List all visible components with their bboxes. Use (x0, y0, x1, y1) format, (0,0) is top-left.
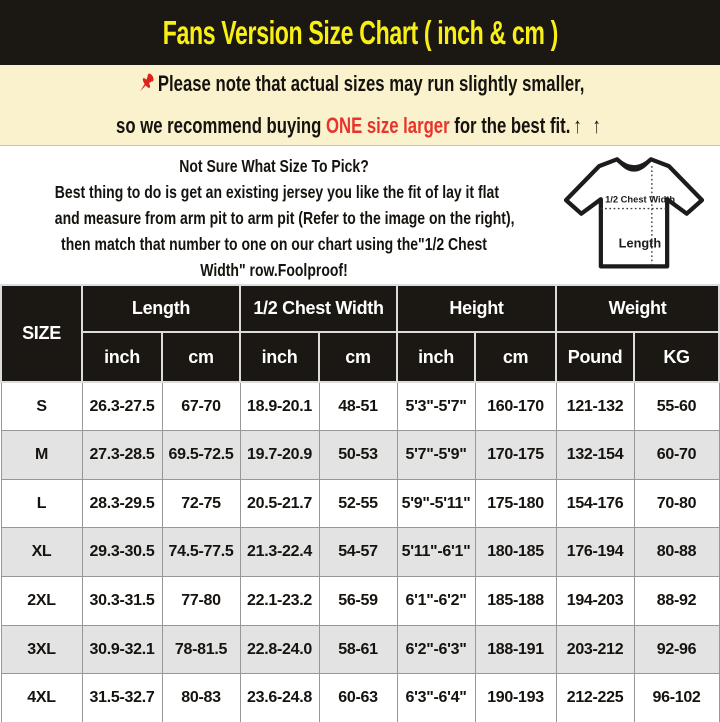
data-cell: 30.9-32.1 (82, 625, 162, 674)
data-cell: 69.5-72.5 (162, 431, 240, 480)
unit-height-inch: inch (397, 332, 475, 382)
pushpin-icon (136, 70, 157, 108)
notice-text-2b: for the best fit. (449, 113, 571, 138)
data-cell: 80-83 (162, 674, 240, 722)
data-cell: 160-170 (475, 382, 556, 431)
size-cell: S (1, 382, 82, 431)
instructions-section (0, 146, 720, 284)
data-cell: 30.3-31.5 (82, 577, 162, 626)
data-cell: 21.3-22.4 (240, 528, 319, 577)
header-chest-width: 1/2 Chest Width (240, 285, 397, 332)
size-cell: 2XL (1, 577, 82, 626)
size-cell: L (1, 479, 82, 528)
size-cell: 4XL (1, 674, 82, 722)
data-cell: 56-59 (319, 577, 397, 626)
unit-weight-pound: Pound (556, 332, 634, 382)
data-cell: 48-51 (319, 382, 397, 431)
data-cell: 60-70 (634, 431, 719, 480)
notice-line-2 (116, 108, 604, 144)
unit-chest-inch: inch (240, 332, 319, 382)
data-cell: 72-75 (162, 479, 240, 528)
unit-chest-cm: cm (319, 332, 397, 382)
instruction-line-2: and measure from arm pit to arm pit (Refer to the image on the right), (54, 208, 515, 228)
table-row-s (1, 382, 719, 431)
data-cell: 52-55 (319, 479, 397, 528)
chest-width-label: 1/2 Chest Width (605, 194, 676, 205)
size-cell: XL (1, 528, 82, 577)
data-cell: 188-191 (475, 625, 556, 674)
data-cell: 5'11"-6'1" (397, 528, 475, 577)
data-cell: 212-225 (556, 674, 634, 722)
data-cell: 154-176 (556, 479, 634, 528)
data-cell: 55-60 (634, 382, 719, 431)
data-cell: 6'3"-6'4" (397, 674, 475, 722)
data-cell: 78-81.5 (162, 625, 240, 674)
notice-section (0, 65, 720, 146)
data-cell: 26.3-27.5 (82, 382, 162, 431)
table-row-3xl (1, 625, 719, 674)
unit-length-inch: inch (82, 332, 162, 382)
up-arrows-icon: ↑ ↑ (573, 113, 604, 138)
header-length: Length (82, 285, 240, 332)
data-cell: 77-80 (162, 577, 240, 626)
header-size: SIZE (1, 285, 82, 382)
instructions-text (0, 146, 548, 284)
data-cell: 58-61 (319, 625, 397, 674)
tshirt-icon (549, 146, 719, 278)
data-cell: 27.3-28.5 (82, 431, 162, 480)
title-banner (0, 0, 720, 65)
instruction-line-4: Width" row.Foolproof! (200, 260, 348, 280)
data-cell: 6'1"-6'2" (397, 577, 475, 626)
data-cell: 67-70 (162, 382, 240, 431)
data-cell: 132-154 (556, 431, 634, 480)
data-cell: 50-53 (319, 431, 397, 480)
table-row-l (1, 479, 719, 528)
data-cell: 88-92 (634, 577, 719, 626)
header-weight: Weight (556, 285, 719, 332)
data-cell: 190-193 (475, 674, 556, 722)
notice-text-1: Please note that actual sizes may run slightly smaller, (157, 71, 585, 96)
data-cell: 194-203 (556, 577, 634, 626)
instruction-line-1: Best thing to do is get an existing jersey you like the fit of lay it flat (54, 182, 499, 202)
data-cell: 96-102 (634, 674, 719, 722)
table-row-4xl (1, 674, 719, 722)
header-height: Height (397, 285, 556, 332)
notice-text-2a: so we recommend buying (116, 113, 327, 138)
data-cell: 29.3-30.5 (82, 528, 162, 577)
data-cell: 22.1-23.2 (240, 577, 319, 626)
notice-line-1 (136, 66, 585, 108)
data-cell: 6'2"-6'3" (397, 625, 475, 674)
one-size-larger-text: ONE size larger (326, 113, 450, 138)
data-cell: 31.5-32.7 (82, 674, 162, 722)
data-cell: 60-63 (319, 674, 397, 722)
data-cell: 80-88 (634, 528, 719, 577)
data-cell: 70-80 (634, 479, 719, 528)
length-label: Length (618, 235, 662, 251)
page-title: Fans Version Size Chart ( inch & cm ) (162, 13, 558, 51)
data-cell: 185-188 (475, 577, 556, 626)
data-cell: 121-132 (556, 382, 634, 431)
unit-height-cm: cm (475, 332, 556, 382)
data-cell: 20.5-21.7 (240, 479, 319, 528)
data-cell: 92-96 (634, 625, 719, 674)
data-cell: 23.6-24.8 (240, 674, 319, 722)
size-cell: M (1, 431, 82, 480)
data-cell: 170-175 (475, 431, 556, 480)
data-cell: 19.7-20.9 (240, 431, 319, 480)
data-cell: 54-57 (319, 528, 397, 577)
data-cell: 5'3"-5'7" (397, 382, 475, 431)
data-cell: 5'9"-5'11" (397, 479, 475, 528)
table-row-xl (1, 528, 719, 577)
data-cell: 18.9-20.1 (240, 382, 319, 431)
data-cell: 203-212 (556, 625, 634, 674)
table-row-2xl (1, 577, 719, 626)
data-cell: 28.3-29.5 (82, 479, 162, 528)
data-cell: 176-194 (556, 528, 634, 577)
data-cell: 180-185 (475, 528, 556, 577)
instruction-line-3: then match that number to one on our chart using the"1/2 Chest (61, 234, 487, 254)
unit-length-cm: cm (162, 332, 240, 382)
data-cell: 175-180 (475, 479, 556, 528)
data-cell: 22.8-24.0 (240, 625, 319, 674)
table-row-m (1, 431, 719, 480)
instructions-heading: Not Sure What Size To Pick? (179, 156, 369, 176)
data-cell: 5'7"-5'9" (397, 431, 475, 480)
data-cell: 74.5-77.5 (162, 528, 240, 577)
unit-weight-kg: KG (634, 332, 719, 382)
tshirt-diagram (548, 146, 720, 284)
size-cell: 3XL (1, 625, 82, 674)
size-chart-table (0, 284, 720, 722)
